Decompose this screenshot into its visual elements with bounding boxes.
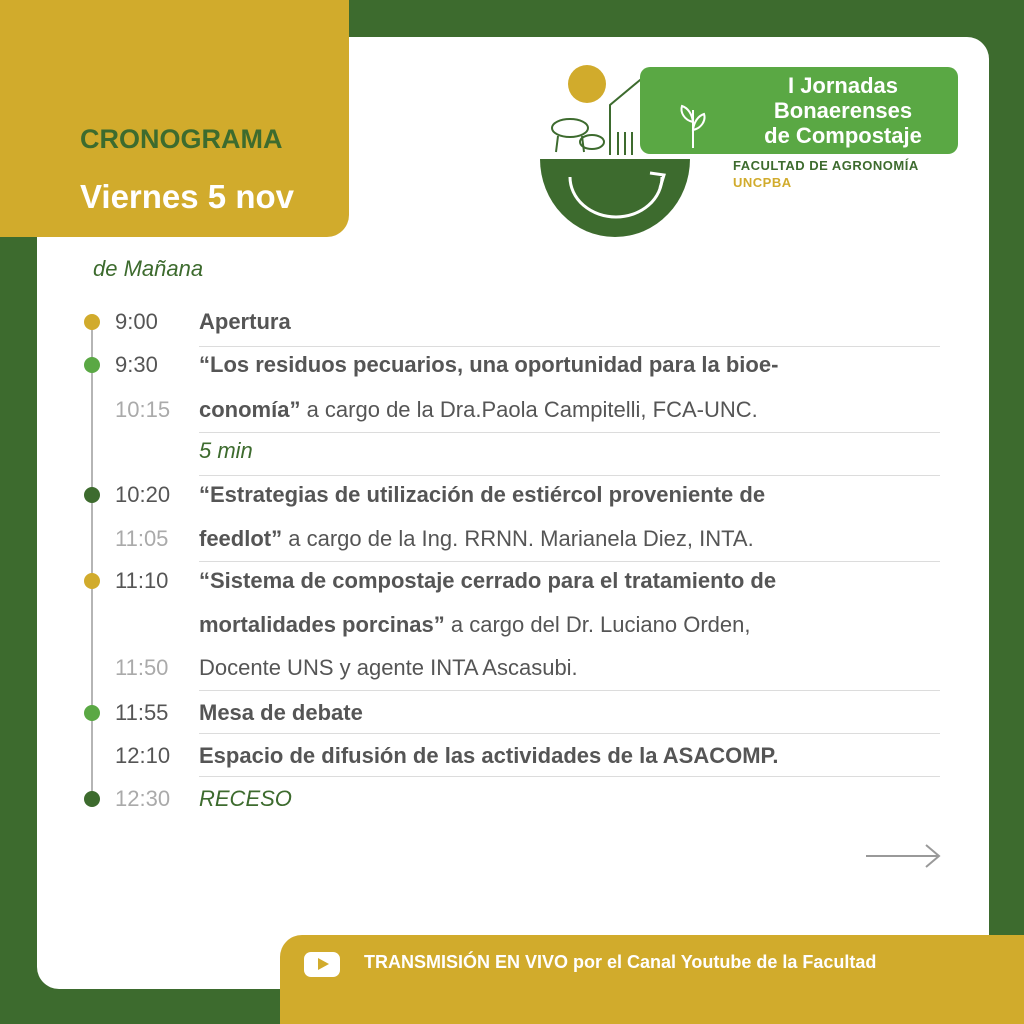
compost-icon bbox=[540, 155, 690, 240]
event-title: Apertura bbox=[199, 309, 291, 334]
event-speaker: a cargo de la Dra.Paola Campitelli, FCA-UNC. bbox=[300, 397, 758, 422]
start-time: 9:00 bbox=[115, 309, 158, 334]
timeline-dot bbox=[84, 357, 100, 373]
break-duration: 5 min bbox=[199, 438, 253, 463]
university-name: UNCPBA bbox=[733, 175, 792, 190]
event-name-line2: Bonaerenses bbox=[773, 98, 913, 123]
timeline-dot bbox=[84, 573, 100, 589]
start-time: 11:55 bbox=[115, 700, 169, 725]
start-time: 11:10 bbox=[115, 568, 169, 593]
event-title-cont: feedlot” bbox=[199, 526, 283, 551]
timeline-line bbox=[91, 322, 93, 800]
event-detail bbox=[199, 397, 758, 423]
event-title-cont: conomía” bbox=[199, 397, 301, 422]
sprout-icon bbox=[676, 100, 710, 150]
divider bbox=[199, 561, 940, 562]
divider bbox=[199, 346, 940, 347]
start-time: 9:30 bbox=[115, 352, 158, 377]
youtube-icon[interactable] bbox=[304, 952, 340, 977]
divider bbox=[199, 733, 940, 734]
event-speaker-cont: Docente UNS y agente INTA Ascasubi. bbox=[199, 655, 578, 680]
timeline-dot bbox=[84, 791, 100, 807]
event-title: “Sistema de compostaje cerrado para el tratamiento de bbox=[199, 568, 777, 593]
start-time: 12:10 bbox=[115, 743, 171, 768]
event-name bbox=[733, 73, 953, 148]
event-title: RECESO bbox=[199, 786, 292, 811]
event-title: Espacio de difusión de las actividades de la ASACOMP. bbox=[199, 743, 779, 768]
event-title: “Los residuos pecuarios, una oportunidad para la bioe- bbox=[199, 352, 779, 377]
livestream-text: TRANSMISIÓN EN VIVO por el Canal Youtube de la Facultad bbox=[364, 952, 877, 972]
timeline-dot bbox=[84, 705, 100, 721]
event-title: “Estrategias de utilización de estiércol proveniente de bbox=[199, 482, 766, 507]
divider bbox=[199, 776, 940, 777]
next-arrow-icon[interactable] bbox=[866, 843, 942, 869]
event-title-cont: mortalidades porcinas” bbox=[199, 612, 445, 637]
event-speaker: a cargo del Dr. Luciano Orden, bbox=[444, 612, 751, 637]
timeline-dot bbox=[84, 314, 100, 330]
end-time: 11:05 bbox=[115, 526, 169, 551]
event-name-line1: I Jornadas bbox=[787, 73, 899, 98]
divider bbox=[199, 432, 940, 433]
footer-banner bbox=[280, 935, 1024, 1024]
page-title: CRONOGRAMA bbox=[80, 124, 283, 154]
divider bbox=[199, 475, 940, 476]
end-time: 10:15 bbox=[115, 397, 171, 422]
farm-icon bbox=[540, 70, 650, 160]
event-title: Mesa de debate bbox=[199, 700, 363, 725]
session-label: de Mañana bbox=[93, 256, 204, 281]
start-time: 12:30 bbox=[115, 786, 171, 811]
event-name-line3: de Compostaje bbox=[764, 123, 922, 148]
event-speaker: a cargo de la Ing. RRNN. Marianela Diez, INTA. bbox=[282, 526, 754, 551]
end-time: 11:50 bbox=[115, 655, 169, 680]
start-time: 10:20 bbox=[115, 482, 171, 507]
event-detail bbox=[199, 612, 750, 638]
divider bbox=[199, 690, 940, 691]
event-detail bbox=[199, 526, 754, 552]
event-date: Viernes 5 nov bbox=[80, 178, 295, 215]
faculty-name: FACULTAD DE AGRONOMÍA bbox=[733, 158, 919, 173]
timeline-dot bbox=[84, 487, 100, 503]
